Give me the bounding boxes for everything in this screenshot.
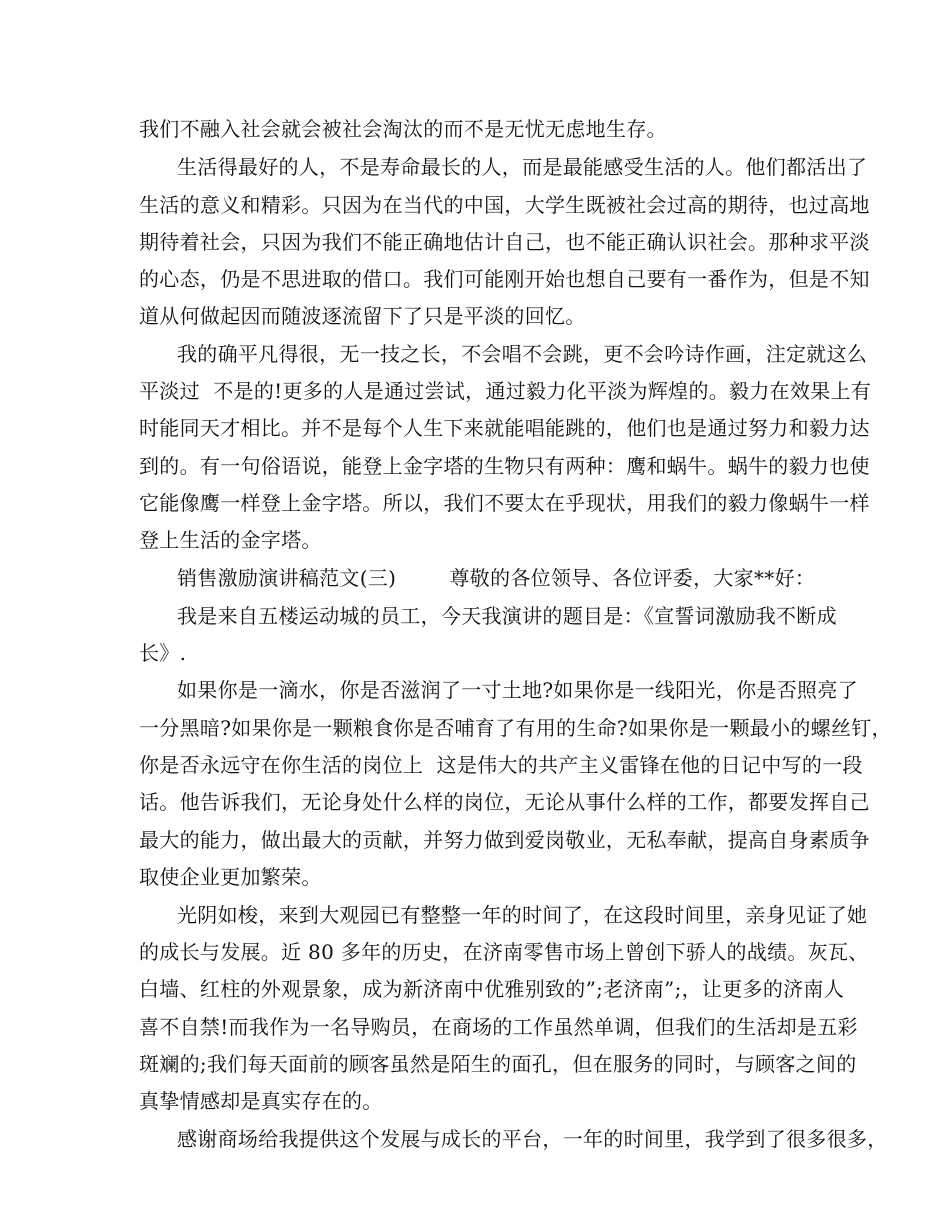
text-line: 斑斓的;我们每天面前的顾客虽然是陌生的面孔，但在服务的同时，与顾客之间的 bbox=[139, 1052, 857, 1076]
text-line: 一分黑暗?如果你是一颗粮食你是否哺育了有用的生命?如果你是一颗最小的螺丝钉， bbox=[139, 716, 892, 740]
text-line: 道从何做起因而随波逐流留下了只是平淡的回忆。 bbox=[139, 304, 586, 328]
text-line: 期待着社会，只因为我们不能正确地估计自己，也不能正确认识社会。那种求平淡 bbox=[139, 230, 870, 254]
text-line: 生活的意义和精彩。只因为在当代的中国，大学生既被社会过高的期待，也过高地 bbox=[139, 193, 870, 217]
text-line: 销售激励演讲稿范文(三) 尊敬的各位领导、各位评委，大家**好： bbox=[177, 566, 816, 590]
text-line: 登上生活的金字塔。 bbox=[139, 528, 322, 552]
text-line: 取使企业更加繁荣。 bbox=[139, 865, 322, 889]
text-line: 喜不自禁!而我作为一名导购员，在商场的工作虽然单调，但我们的生活却是五彩 bbox=[139, 1015, 858, 1039]
text-line: 最大的能力，做出最大的贡献，并努力做到爱岗敬业，无私奉献，提高自身素质争 bbox=[139, 828, 870, 852]
text-line: 光阴如梭，来到大观园已有整整一年的时间了，在这段时间里，亲身见证了她 bbox=[177, 903, 868, 927]
text-line: 感谢商场给我提供这个发展与成长的平台，一年的时间里，我学到了很多很多， bbox=[177, 1127, 888, 1151]
text-line: 长》. bbox=[139, 641, 187, 665]
text-line: 生活得最好的人，不是寿命最长的人，而是最能感受生活的人。他们都活出了 bbox=[177, 155, 868, 179]
text-line: 你是否永远守在你生活的岗位上 这是伟大的共产主义雷锋在他的日记中写的一段 bbox=[139, 753, 863, 777]
text-line: 到的。有一句俗语说，能登上金字塔的生物只有两种：鹰和蜗牛。蜗牛的毅力也使 bbox=[139, 454, 870, 478]
text-line: 我的确平凡得很，无一技之长，不会唱不会跳，更不会吟诗作画，注定就这么 bbox=[177, 342, 868, 366]
text-line: 的心态，仍是不思进取的借口。我们可能刚开始也想自己要有一番作为，但是不知 bbox=[139, 267, 870, 291]
text-line: 平淡过 不是的!更多的人是通过尝试，通过毅力化平淡为辉煌的。毅力在效果上有 bbox=[139, 379, 872, 403]
text-line: 如果你是一滴水，你是否滋润了一寸土地?如果你是一线阳光，你是否照亮了 bbox=[177, 678, 858, 702]
text-line: 的成长与发展。近 80 多年的历史，在济南零售市场上曾创下骄人的战绩。灰瓦、 bbox=[139, 940, 869, 964]
text-line: 它能像鹰一样登上金字塔。所以，我们不要太在乎现状，用我们的毅力像蜗牛一样 bbox=[139, 491, 870, 515]
text-line: 时能同天才相比。并不是每个人生下来就能唱能跳的，他们也是通过努力和毅力达 bbox=[139, 416, 870, 440]
text-line: 我们不融入社会就会被社会淘汰的而不是无忧无虑地生存。 bbox=[139, 117, 667, 141]
text-line: 真挚情感却是真实存在的。 bbox=[139, 1089, 383, 1113]
text-line: 我是来自五楼运动城的员工，今天我演讲的题目是：《宣誓词激励我不断成 bbox=[177, 604, 837, 628]
text-line: 话。他告诉我们，无论身处什么样的岗位，无论从事什么样的工作，都要发挥自己 bbox=[139, 790, 870, 814]
text-line: 白墙、红柱的外观景象，成为新济南中优雅别致的”;老济南”;，让更多的济南人 bbox=[139, 977, 845, 1001]
